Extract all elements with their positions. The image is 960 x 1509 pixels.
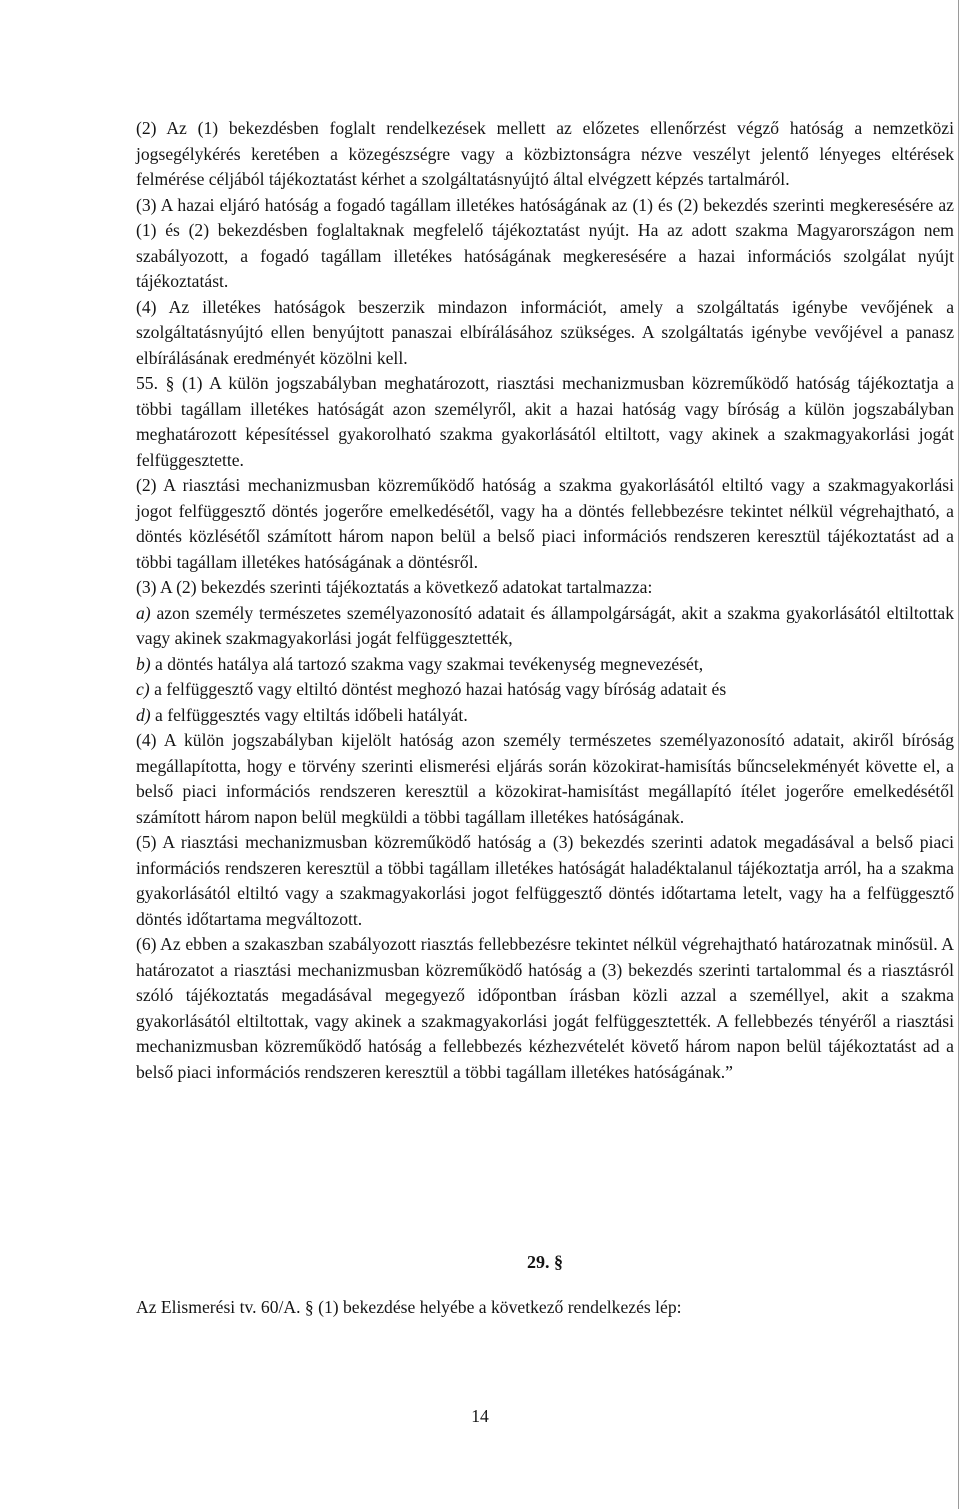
- list-item-letter: d): [136, 704, 151, 725]
- paragraph: (3) A hazai eljáró hatóság a fogadó tagállam illetékes hatóságának az (1) és (2) bekezdés szerinti megkeresésére az (1) és (2) bekezdésben foglaltaknak megfelelő tájékoztatást nyújt. Ha az adott szakma Magyarországon nem szabályozott, a fogadó tagállam illetékes hatóságának megkeresésére a hazai információs szolgálat nyújt tájékoztatást.: [136, 194, 954, 291]
- list-item-text: a felfüggesztés vagy eltiltás időbeli hatályát.: [150, 704, 468, 725]
- section-heading: 29. §: [527, 1252, 563, 1272]
- list-item-text: a felfüggesztő vagy eltiltó döntést meghozó hazai hatóság vagy bíróság adatait és: [149, 679, 727, 699]
- body-text: [136, 116, 954, 1085]
- paragraph: (6) Az ebben a szakaszban szabályozott riasztás fellebbezésre tekintet nélkül végrehajtható határozatnak minősül. A határozatot a riasztási mechanizmusban közreműködő hatóság a (3) bekezdés szerinti tartalommal és a riasztásról szóló tájékoztatás megadásával megegyező időpontban írásban közli azzal a személlyel, akit a szakma gyakorlásától eltiltottak, vagy akinek a szakmagyakorlási jogát felfüggesztették. A fellebbezés tényéről a riasztási mechanizmusban közreműködő hatóság a fellebbezés kézhezvételét követő három napon belül tájékoztatást ad a belső piaci információs rendszeren keresztül a többi tagállam illetékes hatóságának.”: [136, 934, 954, 1082]
- list-item: [136, 652, 954, 678]
- list-item: [136, 677, 954, 703]
- paragraph: (2) Az (1) bekezdésben foglalt rendelkezések mellett az előzetes ellenőrzést végző hatóság a nemzetközi jogsegélykérés keretében a közegészségre vagy a közbiztonságra nézve veszélyt jelentő lényeges eltérések felmérése céljából tájékoztatást kérhet a szolgáltatásnyújtó által elvégzett képzés tartalmáról.: [136, 118, 954, 189]
- list-item: [136, 601, 954, 652]
- list-item-letter: a): [136, 602, 151, 623]
- intro-line: Az Elismerési tv. 60/A. § (1) bekezdése helyébe a következő rendelkezés lép:: [136, 1297, 682, 1317]
- list-item-text: a döntés hatálya alá tartozó szakma vagy szakmai tevékenység megnevezését,: [150, 653, 704, 674]
- scan-edge-line: [958, 0, 959, 1509]
- list-item-letter: c): [136, 679, 150, 699]
- paragraph: (4) Az illetékes hatóságok beszerzik mindazon információt, amely a szolgáltatás igénybe vevőjének a szolgáltatásnyújtó ellen benyújtott panaszai elbírálásához szükséges. A szolgáltatás igénybe vevőjével a panasz elbírálásának eredményét közölni kell.: [136, 296, 954, 368]
- paragraph: (3) A (2) bekezdés szerinti tájékoztatás a következő adatokat tartalmazza:: [136, 577, 653, 597]
- page-number: 14: [471, 1406, 489, 1426]
- list-item: [136, 703, 954, 729]
- paragraph: 55. § (1) A külön jogszabályban meghatározott, riasztási mechanizmusban közreműködő hatóság tájékoztatja a többi tagállam illetékes hatóságát azon személyről, akit a hazai hatóság vagy bíróság a külön jogszabályban meghatározott képesítéssel gyakorolható szakma gyakorlásától eltiltott, vagy akinek a szakmagyakorlási jogát felfüggesztette.: [136, 373, 954, 470]
- paragraph: (2) A riasztási mechanizmusban közreműködő hatóság a szakma gyakorlásától eltiltó vagy a szakmagyakorlási jogot felfüggesztő döntés jogerőre emelkedésétől, vagy ha a döntés fellebbezésre tekintet nélkül végrehajtható, a döntés közlésétől számított három napon belül a belső piaci információs rendszeren keresztül tájékoztatást ad a többi tagállam illetékes hatóságának a döntésről.: [136, 475, 954, 572]
- list-item-letter: b): [136, 653, 151, 674]
- list-item-text: azon személy természetes személyazonosító adatait és állampolgárságát, akit a szakma gyakorlásától eltiltottak vagy akinek szakmagyakorlási jogát felfüggesztették,: [136, 602, 954, 648]
- paragraph: (5) A riasztási mechanizmusban közreműködő hatóság a (3) bekezdés szerinti adatok megadásával a belső piaci információs rendszeren keresztül a többi tagállam illetékes hatóságát haladéktalanul tájékoztatja arról, ha a szakma gyakorlásától eltiltó vagy a szakmagyakorlási jogot felfüggesztő döntés időtartama letelt, vagy ha a felfüggesztő döntés időtartama megváltozott.: [136, 832, 954, 929]
- paragraph: (4) A külön jogszabályban kijelölt hatóság azon személy természetes személyazonosító adatait, akiről bíróság megállapította, hogy e törvény szerinti elismerési eljárás során közokirat-hamisítás bűncselekményét követte el, a belső piaci információs rendszeren keresztül a közokirat-hamisítást megállapító ítélet jogerőre emelkedésétől számított három napon belül megküldi a többi tagállam illetékes hatóságának.: [136, 730, 954, 827]
